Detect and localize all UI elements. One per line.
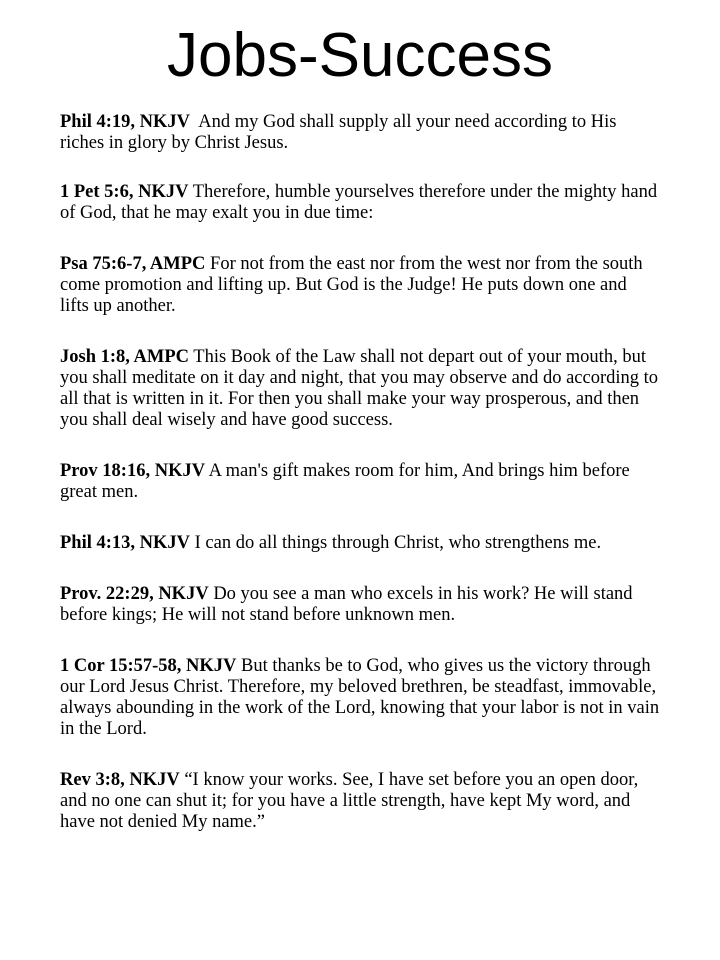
verse-reference: Psa 75:6-7, AMPC [60,254,206,274]
verse-text: Do you see a man who excels in his work? He will stand before kings; He will not stand before unknown men. [60,584,633,625]
verse-reference: Josh 1:8, AMPC [60,347,189,367]
verse-item [60,584,660,626]
verse-reference: 1 Cor 15:57-58, NKJV [60,656,237,676]
verse-text: But thanks be to God, who gives us the victory through our Lord Jesus Christ. Therefore, my beloved brethren, be steadfast, immovable, always abounding in the work of the Lord, knowing that your labor is not in vain in the Lord. [60,656,660,739]
page-title: Jobs-Success [167,21,553,90]
verse-reference: Phil 4:13, NKJV [60,533,191,553]
verse-item [60,182,660,224]
verse-item [60,347,660,431]
verse-item [60,461,660,503]
verse-item [60,112,660,154]
verse-text: I can do all things through Christ, who strengthens me. [190,533,602,553]
verse-text: This Book of the Law shall not depart out of your mouth, but you shall meditate on it day and night, that you may observe and do according to all that is written in it. For then you shall make your way prosperous, and then you shall deal wisely and have good success. [60,347,659,430]
verse-list [60,112,660,863]
verse-text: And my God shall supply all your need according to His riches in glory by Christ Jesus. [60,112,622,153]
verse-text: For not from the east nor from the west nor from the south come promotion and lifting up. But God is the Judge! He puts down one and lifts up another. [60,254,643,316]
verse-text: “I know your works. See, I have set before you an open door, and no one can shut it; for you have a little strength, have kept My word, and have not denied My name.” [60,770,639,832]
verse-text: A man's gift makes room for him, And brings him before great men. [60,461,630,502]
verse-item [60,533,660,554]
verse-reference: 1 Pet 5:6, NKJV [60,182,189,202]
verse-item [60,656,660,740]
verse-reference: Phil 4:19, NKJV [60,112,191,132]
verse-item [60,770,660,833]
verse-reference: Rev 3:8, NKJV [60,770,180,790]
verse-reference: Prov 18:16, NKJV [60,461,206,481]
verse-text: Therefore, humble yourselves therefore under the mighty hand of God, that he may exalt you in due time: [60,182,658,223]
verse-reference: Prov. 22:29, NKJV [60,584,209,604]
verse-item [60,254,660,317]
